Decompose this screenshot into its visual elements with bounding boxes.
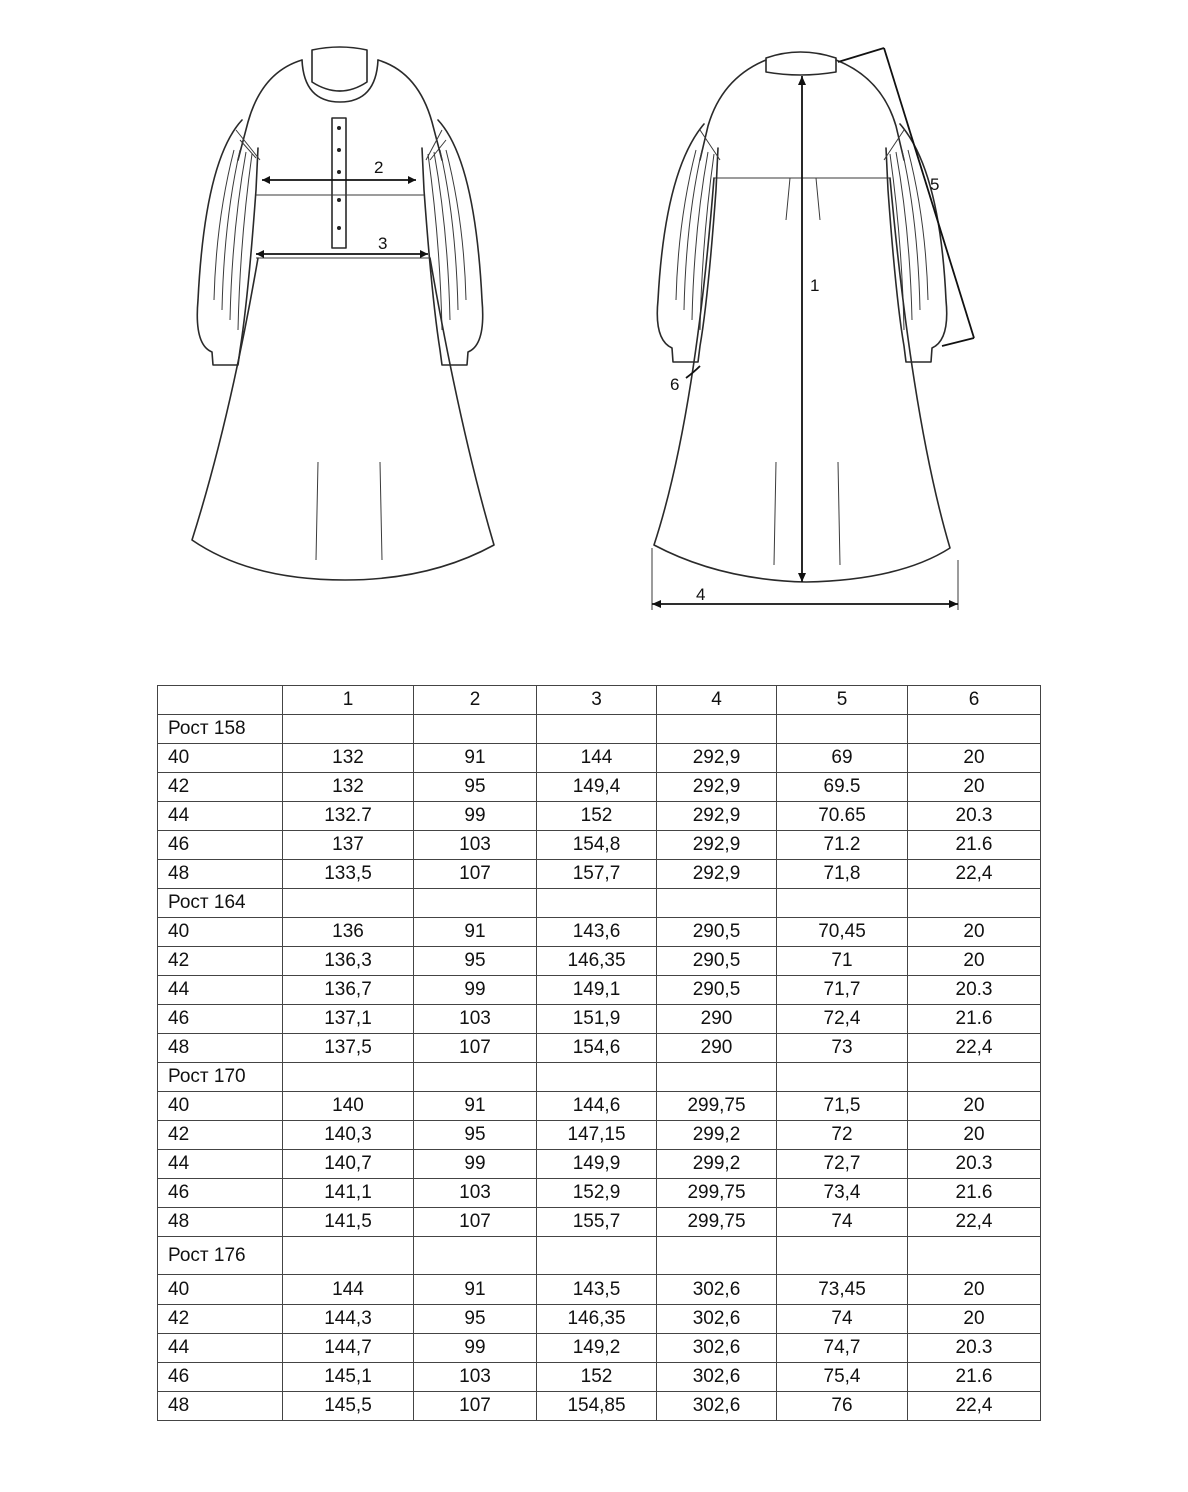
empty-cell (908, 1237, 1041, 1275)
measure-cell: 299,2 (657, 1150, 777, 1179)
measure-cell: 99 (414, 802, 537, 831)
size-cell: 40 (158, 918, 283, 947)
size-cell: 44 (158, 802, 283, 831)
measure-cell: 149,2 (537, 1334, 657, 1363)
measure-cell: 69 (777, 744, 908, 773)
size-cell: 42 (158, 1305, 283, 1334)
table-row (158, 1363, 1041, 1392)
header-cell: 5 (777, 686, 908, 715)
table-row (158, 1150, 1041, 1179)
measure-cell: 70.65 (777, 802, 908, 831)
measure-cell: 290 (657, 1034, 777, 1063)
empty-cell (537, 715, 657, 744)
measure-cell: 71 (777, 947, 908, 976)
empty-cell (777, 1063, 908, 1092)
measure-label-4: 4 (696, 585, 706, 604)
height-group-row (158, 1237, 1041, 1275)
measure-cell: 140,7 (283, 1150, 414, 1179)
table-row (158, 976, 1041, 1005)
measure-cell: 292,9 (657, 860, 777, 889)
measure-cell: 149,9 (537, 1150, 657, 1179)
measure-cell: 20.3 (908, 1334, 1041, 1363)
measure-cell: 154,8 (537, 831, 657, 860)
size-cell: 40 (158, 744, 283, 773)
measure-cell: 20 (908, 1275, 1041, 1305)
empty-cell (537, 1237, 657, 1275)
measure-cell: 22,4 (908, 860, 1041, 889)
height-group-row (158, 1063, 1041, 1092)
measure-cell: 132.7 (283, 802, 414, 831)
size-cell: 46 (158, 831, 283, 860)
measure-cell: 149,1 (537, 976, 657, 1005)
measure-cell: 91 (414, 744, 537, 773)
measure-cell: 149,4 (537, 773, 657, 802)
table-row (158, 947, 1041, 976)
measure-cell: 21.6 (908, 1363, 1041, 1392)
empty-cell (283, 1237, 414, 1275)
measure-cell: 154,85 (537, 1392, 657, 1421)
table-row (158, 1092, 1041, 1121)
measure-cell: 22,4 (908, 1392, 1041, 1421)
table-header-row (158, 686, 1041, 715)
measure-cell: 146,35 (537, 947, 657, 976)
measure-cell: 74 (777, 1305, 908, 1334)
measure-cell: 75,4 (777, 1363, 908, 1392)
measure-cell: 290,5 (657, 976, 777, 1005)
measure-cell: 151,9 (537, 1005, 657, 1034)
front-left-sleeve (197, 120, 258, 365)
empty-cell (414, 1063, 537, 1092)
table-row (158, 918, 1041, 947)
table-row (158, 1121, 1041, 1150)
measure-cell: 141,5 (283, 1208, 414, 1237)
empty-cell (283, 889, 414, 918)
measure-cell: 302,6 (657, 1305, 777, 1334)
measure-cell: 144 (537, 744, 657, 773)
size-cell: 46 (158, 1179, 283, 1208)
measure-cell: 20.3 (908, 1150, 1041, 1179)
empty-cell (537, 1063, 657, 1092)
measure-cell: 103 (414, 1363, 537, 1392)
measure-cell: 99 (414, 976, 537, 1005)
size-cell: 42 (158, 773, 283, 802)
dress-technical-drawing (0, 0, 1188, 640)
size-cell: 46 (158, 1363, 283, 1392)
measure-cell: 20 (908, 1092, 1041, 1121)
measure-cell: 20.3 (908, 976, 1041, 1005)
measure-cell: 302,6 (657, 1275, 777, 1305)
table-row (158, 1179, 1041, 1208)
empty-cell (777, 889, 908, 918)
header-cell: 3 (537, 686, 657, 715)
measure-cell: 155,7 (537, 1208, 657, 1237)
measure-label-3: 3 (378, 234, 388, 253)
measure-cell: 143,5 (537, 1275, 657, 1305)
measure-cell: 154,6 (537, 1034, 657, 1063)
empty-cell (283, 1063, 414, 1092)
size-cell: 42 (158, 1121, 283, 1150)
header-cell: 6 (908, 686, 1041, 715)
header-cell: 1 (283, 686, 414, 715)
measure-cell: 20 (908, 744, 1041, 773)
measure-cell: 107 (414, 1208, 537, 1237)
measure-cell: 107 (414, 860, 537, 889)
table-row (158, 773, 1041, 802)
measure-cell: 107 (414, 1034, 537, 1063)
measure-cell: 292,9 (657, 802, 777, 831)
measure-cell: 74,7 (777, 1334, 908, 1363)
measure-cell: 137,1 (283, 1005, 414, 1034)
measure-cell: 71.2 (777, 831, 908, 860)
empty-cell (283, 715, 414, 744)
front-bodice (238, 60, 442, 160)
measure-cell: 136,3 (283, 947, 414, 976)
measure-cell: 143,6 (537, 918, 657, 947)
measure-cell: 152 (537, 1363, 657, 1392)
measure-cell: 21.6 (908, 1005, 1041, 1034)
measure-cell: 140 (283, 1092, 414, 1121)
empty-cell (414, 889, 537, 918)
measure-cell: 147,15 (537, 1121, 657, 1150)
measure-cell: 299,75 (657, 1208, 777, 1237)
front-view (192, 47, 494, 580)
table-row (158, 744, 1041, 773)
height-group-label: Рост 164 (158, 889, 283, 918)
measure-cell: 99 (414, 1150, 537, 1179)
measure-cell: 95 (414, 1305, 537, 1334)
measure-cell: 144,3 (283, 1305, 414, 1334)
measure-cell: 72,4 (777, 1005, 908, 1034)
size-cell: 44 (158, 976, 283, 1005)
measure-cell: 91 (414, 918, 537, 947)
measure-cell: 73,45 (777, 1275, 908, 1305)
size-cell: 46 (158, 1005, 283, 1034)
measure-cell: 141,1 (283, 1179, 414, 1208)
empty-cell (657, 1063, 777, 1092)
measure-cell: 136,7 (283, 976, 414, 1005)
measure-cell: 21.6 (908, 831, 1041, 860)
measure-cell: 292,9 (657, 831, 777, 860)
measure-cell: 132 (283, 773, 414, 802)
measure-cell: 20.3 (908, 802, 1041, 831)
measure-cell: 73 (777, 1034, 908, 1063)
measure-cell: 20 (908, 1305, 1041, 1334)
measure-cell: 292,9 (657, 744, 777, 773)
measure-cell: 91 (414, 1275, 537, 1305)
table-row (158, 1275, 1041, 1305)
table-row (158, 831, 1041, 860)
measure-cell: 302,6 (657, 1334, 777, 1363)
header-cell: 4 (657, 686, 777, 715)
size-cell: 48 (158, 1392, 283, 1421)
table-row (158, 860, 1041, 889)
measure-cell: 290 (657, 1005, 777, 1034)
size-cell: 40 (158, 1092, 283, 1121)
measure-cell: 103 (414, 1179, 537, 1208)
measure-cell: 299,2 (657, 1121, 777, 1150)
measure-cell: 91 (414, 1092, 537, 1121)
height-group-row (158, 889, 1041, 918)
table-row (158, 1034, 1041, 1063)
measure-cell: 133,5 (283, 860, 414, 889)
size-cell: 48 (158, 1208, 283, 1237)
measure-label-6: 6 (670, 375, 680, 394)
size-cell: 48 (158, 1034, 283, 1063)
measure-cell: 71,7 (777, 976, 908, 1005)
measure-cell: 152 (537, 802, 657, 831)
measure-cell: 140,3 (283, 1121, 414, 1150)
measure-cell: 132 (283, 744, 414, 773)
measure-cell: 21.6 (908, 1179, 1041, 1208)
measure-cell: 70,45 (777, 918, 908, 947)
measure-cell: 145,5 (283, 1392, 414, 1421)
measure-cell: 136 (283, 918, 414, 947)
measure-cell: 69.5 (777, 773, 908, 802)
measure-cell: 137,5 (283, 1034, 414, 1063)
measure-cell: 302,6 (657, 1363, 777, 1392)
empty-cell (657, 1237, 777, 1275)
measure-label-1: 1 (810, 276, 820, 295)
measure-cell: 20 (908, 947, 1041, 976)
empty-cell (908, 889, 1041, 918)
back-view (652, 48, 974, 610)
measure-cell: 22,4 (908, 1208, 1041, 1237)
measure-cell: 71,8 (777, 860, 908, 889)
front-right-sleeve (422, 120, 483, 365)
measure-cell: 72,7 (777, 1150, 908, 1179)
empty-cell (657, 889, 777, 918)
empty-cell (414, 1237, 537, 1275)
front-collar (312, 47, 367, 91)
empty-cell (414, 715, 537, 744)
measure-cell: 20 (908, 918, 1041, 947)
empty-cell (777, 1237, 908, 1275)
table-row (158, 1334, 1041, 1363)
measure-label-2: 2 (374, 158, 384, 177)
measure-cell: 20 (908, 1121, 1041, 1150)
measure-cell: 72 (777, 1121, 908, 1150)
measure-cell: 103 (414, 831, 537, 860)
back-collar (766, 52, 836, 75)
measure-cell: 22,4 (908, 1034, 1041, 1063)
height-group-row (158, 715, 1041, 744)
empty-cell (777, 715, 908, 744)
size-cell: 40 (158, 1275, 283, 1305)
measure-cell: 74 (777, 1208, 908, 1237)
table-row (158, 1392, 1041, 1421)
measure-cell: 103 (414, 1005, 537, 1034)
measure-cell: 76 (777, 1392, 908, 1421)
table-row (158, 802, 1041, 831)
measure-cell: 302,6 (657, 1392, 777, 1421)
empty-cell (657, 715, 777, 744)
height-group-label: Рост 176 (158, 1237, 283, 1275)
header-cell: 2 (414, 686, 537, 715)
measure-cell: 290,5 (657, 918, 777, 947)
measure-cell: 99 (414, 1334, 537, 1363)
size-cell: 48 (158, 860, 283, 889)
measure-cell: 137 (283, 831, 414, 860)
table-row (158, 1305, 1041, 1334)
front-skirt (192, 258, 494, 580)
measure-label-5: 5 (930, 175, 940, 194)
measure-cell: 145,1 (283, 1363, 414, 1392)
empty-cell (908, 715, 1041, 744)
height-group-label: Рост 170 (158, 1063, 283, 1092)
measure-cell: 71,5 (777, 1092, 908, 1121)
measure-cell: 144 (283, 1275, 414, 1305)
measure-cell: 299,75 (657, 1179, 777, 1208)
size-cell: 44 (158, 1150, 283, 1179)
size-cell: 42 (158, 947, 283, 976)
measure-cell: 95 (414, 947, 537, 976)
table-row (158, 1005, 1041, 1034)
measure-cell: 152,9 (537, 1179, 657, 1208)
measure-cell: 299,75 (657, 1092, 777, 1121)
measure-cell: 73,4 (777, 1179, 908, 1208)
measure-cell: 20 (908, 773, 1041, 802)
header-cell (158, 686, 283, 715)
measure-cell: 107 (414, 1392, 537, 1421)
measure-cell: 95 (414, 1121, 537, 1150)
measure-cell: 290,5 (657, 947, 777, 976)
measure-cell: 157,7 (537, 860, 657, 889)
empty-cell (537, 889, 657, 918)
table-row (158, 1208, 1041, 1237)
measure-cell: 144,7 (283, 1334, 414, 1363)
empty-cell (908, 1063, 1041, 1092)
measure-cell: 146,35 (537, 1305, 657, 1334)
height-group-label: Рост 158 (158, 715, 283, 744)
measure-cell: 144,6 (537, 1092, 657, 1121)
measure-cell: 95 (414, 773, 537, 802)
measure-cell: 292,9 (657, 773, 777, 802)
size-chart-table (157, 685, 1041, 1421)
size-cell: 44 (158, 1334, 283, 1363)
